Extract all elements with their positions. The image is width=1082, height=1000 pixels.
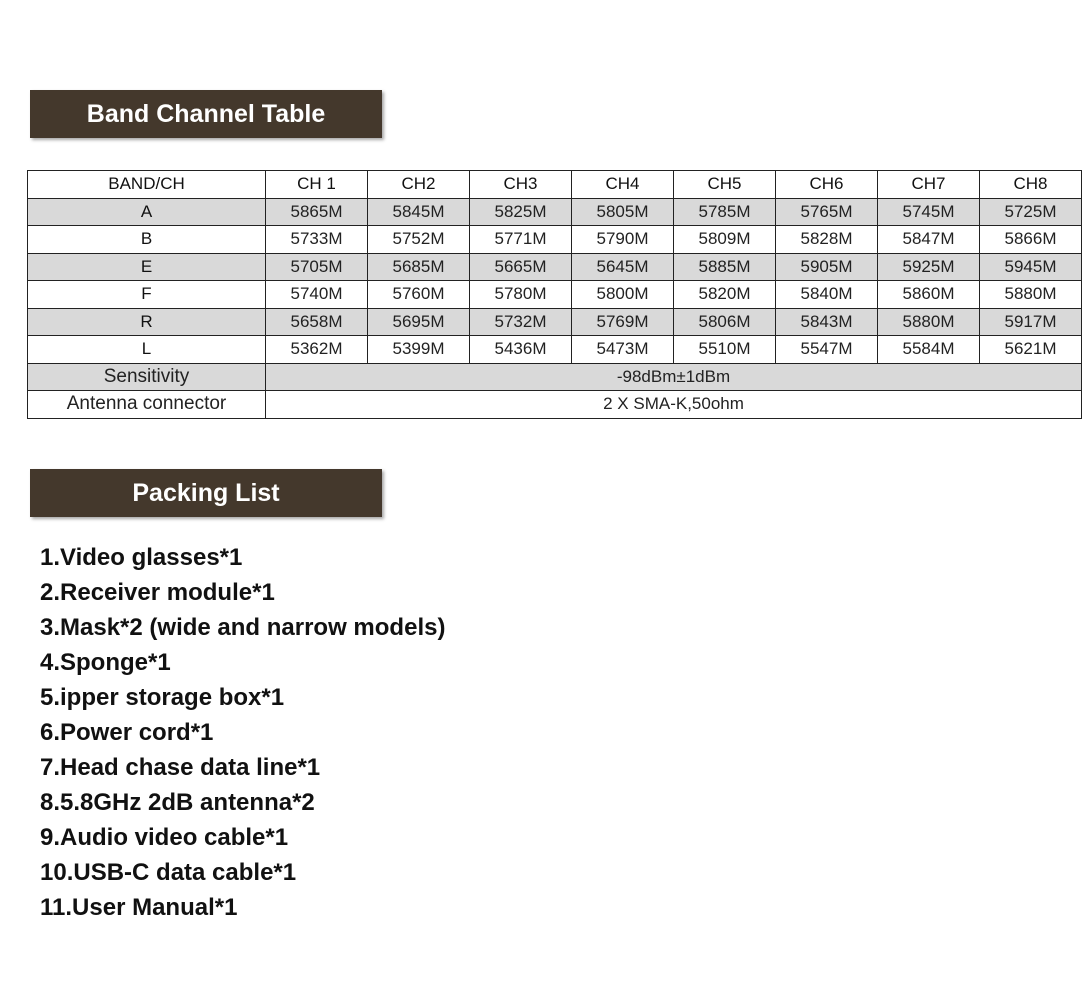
band-cell: F <box>28 281 266 309</box>
frequency-cell: 5880M <box>878 308 980 336</box>
frequency-cell: 5828M <box>776 226 878 254</box>
frequency-cell: 5547M <box>776 336 878 364</box>
frequency-cell: 5584M <box>878 336 980 364</box>
frequency-cell: 5745M <box>878 198 980 226</box>
sensitivity-row <box>28 363 1082 391</box>
frequency-cell: 5847M <box>878 226 980 254</box>
frequency-cell: 5925M <box>878 253 980 281</box>
band-cell: E <box>28 253 266 281</box>
header-cell: CH2 <box>368 171 470 199</box>
list-item: 2.Receiver module*1 <box>40 579 275 606</box>
header-cell: CH7 <box>878 171 980 199</box>
frequency-cell: 5695M <box>368 308 470 336</box>
frequency-cell: 5732M <box>470 308 572 336</box>
frequency-cell: 5917M <box>980 308 1082 336</box>
frequency-cell: 5860M <box>878 281 980 309</box>
frequency-cell: 5685M <box>368 253 470 281</box>
antenna-label: Antenna connector <box>28 391 266 419</box>
header-cell: CH3 <box>470 171 572 199</box>
frequency-cell: 5800M <box>572 281 674 309</box>
band-cell: B <box>28 226 266 254</box>
frequency-cell: 5785M <box>674 198 776 226</box>
list-item: 6.Power cord*1 <box>40 719 214 746</box>
table-header-row <box>28 171 1082 199</box>
frequency-cell: 5771M <box>470 226 572 254</box>
header-cell: CH4 <box>572 171 674 199</box>
frequency-cell: 5843M <box>776 308 878 336</box>
list-item: 10.USB-C data cable*1 <box>40 859 297 886</box>
band-cell: A <box>28 198 266 226</box>
list-item: 9.Audio video cable*1 <box>40 824 289 851</box>
frequency-cell: 5809M <box>674 226 776 254</box>
header-cell: BAND/CH <box>28 171 266 199</box>
header-cell: CH6 <box>776 171 878 199</box>
frequency-cell: 5399M <box>368 336 470 364</box>
frequency-cell: 5866M <box>980 226 1082 254</box>
frequency-cell: 5845M <box>368 198 470 226</box>
frequency-cell: 5885M <box>674 253 776 281</box>
band-cell: L <box>28 336 266 364</box>
frequency-cell: 5765M <box>776 198 878 226</box>
list-item: 4.Sponge*1 <box>40 649 171 676</box>
packing-list <box>40 540 445 925</box>
list-item: 1.Video glasses*1 <box>40 544 243 571</box>
frequency-cell: 5905M <box>776 253 878 281</box>
frequency-cell: 5733M <box>266 226 368 254</box>
frequency-cell: 5658M <box>266 308 368 336</box>
frequency-cell: 5436M <box>470 336 572 364</box>
list-item: 7.Head chase data line*1 <box>40 754 321 781</box>
frequency-cell: 5752M <box>368 226 470 254</box>
table-row <box>28 253 1082 281</box>
frequency-cell: 5769M <box>572 308 674 336</box>
sensitivity-label: Sensitivity <box>28 363 266 391</box>
header-cell: CH 1 <box>266 171 368 199</box>
packing-list-title: Packing List <box>30 469 382 517</box>
table-row <box>28 336 1082 364</box>
frequency-cell: 5760M <box>368 281 470 309</box>
header-cell: CH8 <box>980 171 1082 199</box>
frequency-cell: 5510M <box>674 336 776 364</box>
list-item: 11.User Manual*1 <box>40 894 238 921</box>
frequency-cell: 5865M <box>266 198 368 226</box>
frequency-cell: 5740M <box>266 281 368 309</box>
header-cell: CH5 <box>674 171 776 199</box>
frequency-cell: 5780M <box>470 281 572 309</box>
frequency-cell: 5362M <box>266 336 368 364</box>
frequency-cell: 5805M <box>572 198 674 226</box>
frequency-cell: 5790M <box>572 226 674 254</box>
antenna-row <box>28 391 1082 419</box>
antenna-value: 2 X SMA-K,50ohm <box>266 391 1082 419</box>
frequency-cell: 5840M <box>776 281 878 309</box>
frequency-cell: 5705M <box>266 253 368 281</box>
frequency-cell: 5806M <box>674 308 776 336</box>
band-channel-table <box>27 170 1082 419</box>
table-row <box>28 198 1082 226</box>
frequency-cell: 5645M <box>572 253 674 281</box>
list-item: 5.ipper storage box*1 <box>40 684 285 711</box>
frequency-cell: 5945M <box>980 253 1082 281</box>
frequency-cell: 5820M <box>674 281 776 309</box>
table-row <box>28 226 1082 254</box>
list-item: 8.5.8GHz 2dB antenna*2 <box>40 789 315 816</box>
band-cell: R <box>28 308 266 336</box>
frequency-cell: 5725M <box>980 198 1082 226</box>
frequency-cell: 5621M <box>980 336 1082 364</box>
frequency-cell: 5880M <box>980 281 1082 309</box>
sensitivity-value: -98dBm±1dBm <box>266 363 1082 391</box>
table-row <box>28 308 1082 336</box>
band-channel-table-title: Band Channel Table <box>30 90 382 138</box>
frequency-cell: 5473M <box>572 336 674 364</box>
table-row <box>28 281 1082 309</box>
list-item: 3.Mask*2 (wide and narrow models) <box>40 614 446 641</box>
frequency-cell: 5665M <box>470 253 572 281</box>
frequency-cell: 5825M <box>470 198 572 226</box>
